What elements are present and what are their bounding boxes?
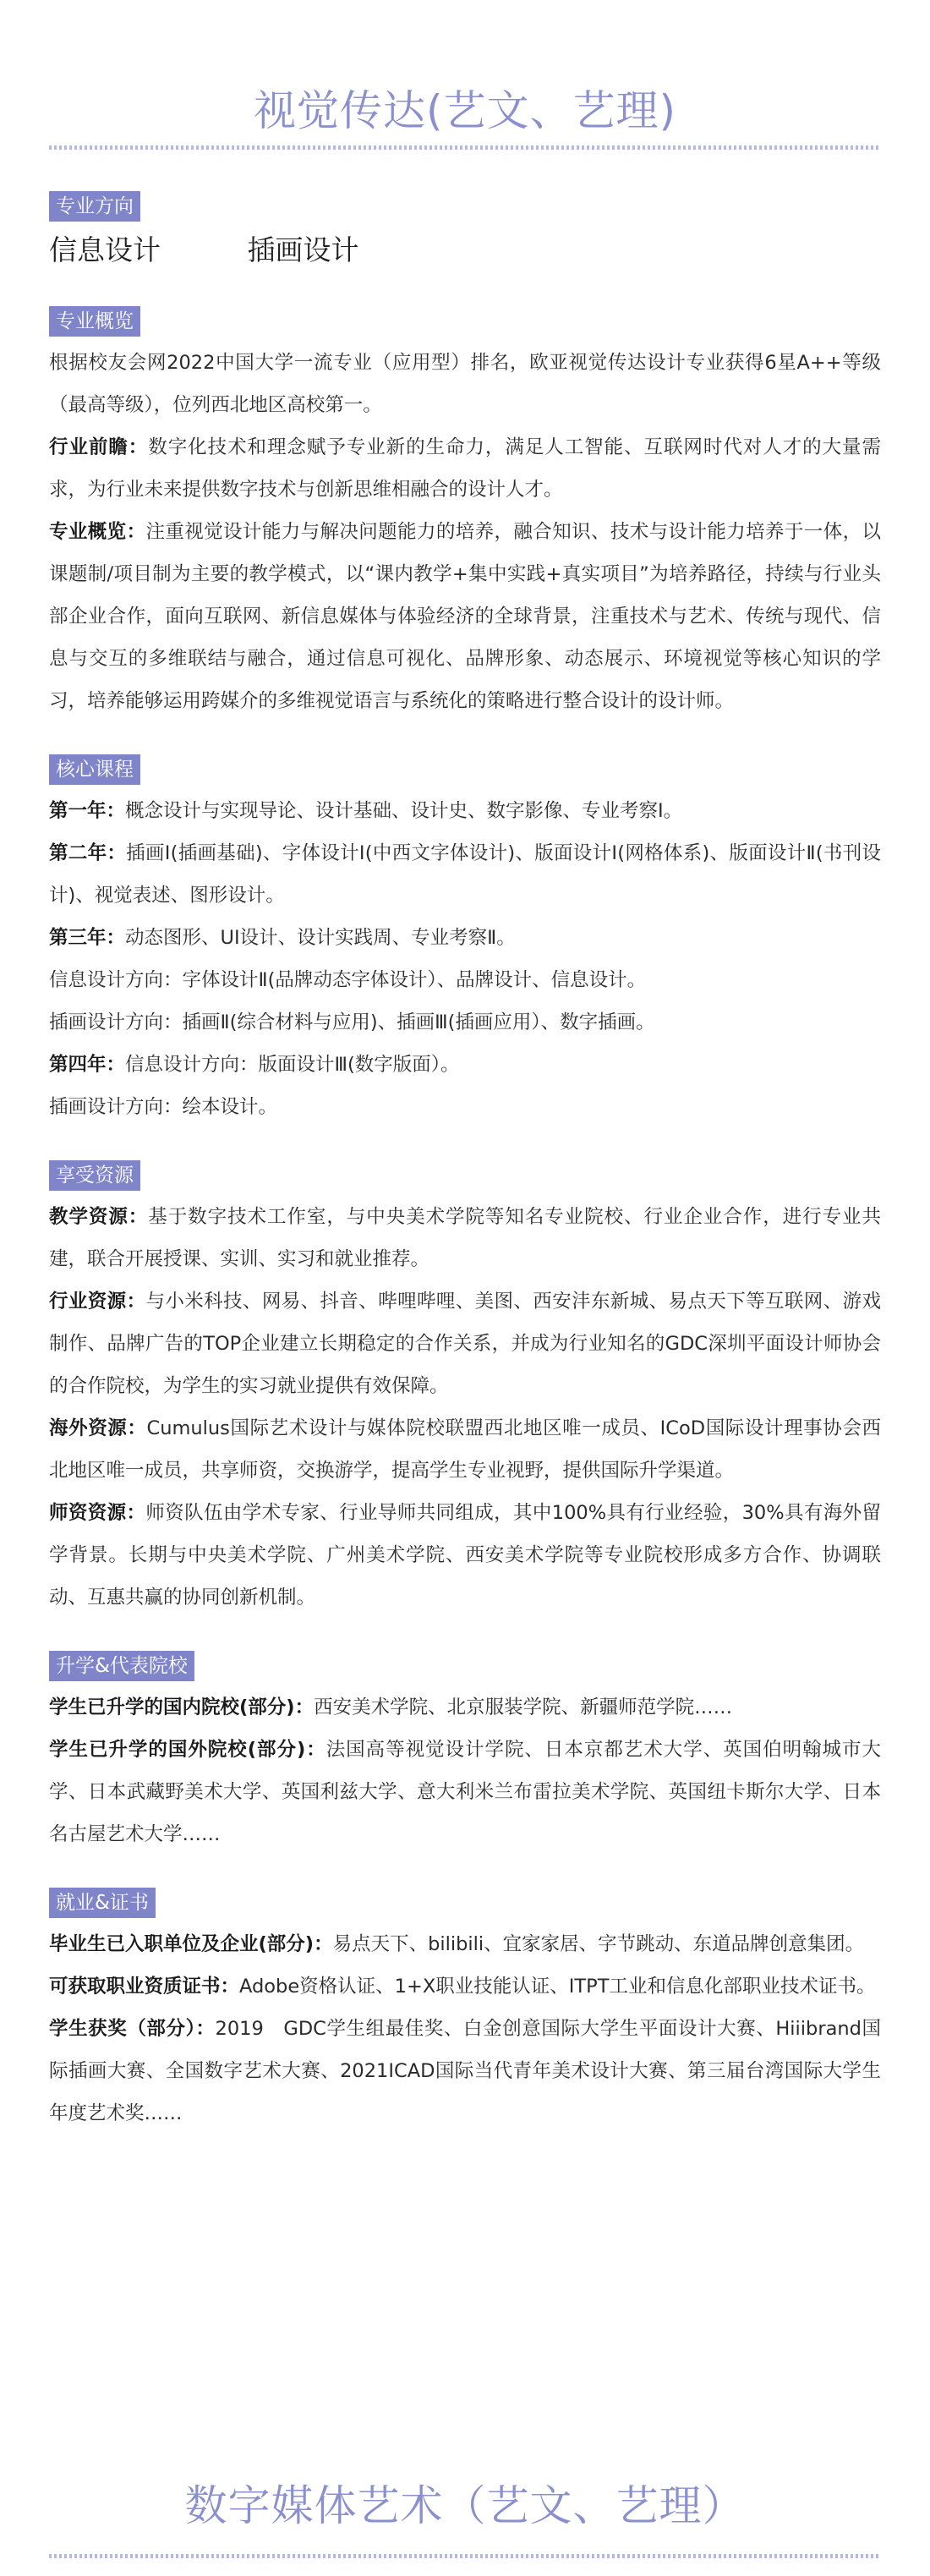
resource-faculty: [49, 1492, 881, 1619]
footer-divider: [49, 2554, 881, 2558]
section-overview: [49, 306, 881, 722]
page-title: 视觉传达(艺文、艺理): [253, 86, 676, 135]
text: 注重视觉设计能力与解决问题能力的培养，融合知识、技术与设计能力培养于一体，以课题制/项目制为主要的教学模式，以“课内教学+集中实践+真实项目”为培养路径，持续与行业头部企业合作，面向互联网、新信息媒体与体验经济的全球背景，注重技术与艺术、传统与现代、信息与交互的多维联结与融合，通过信息可视化、品牌形象、动态展示、环境视觉等核心知识的学习，培养能够运用跨媒介的多维视觉语言与系统化的策略进行整合设计的设计师。: [49, 521, 881, 712]
course-year-3-info: 信息设计方向：字体设计Ⅱ(品牌动态字体设计）、品牌设计、信息设计。: [49, 969, 647, 991]
text: 法国高等视觉设计学院、日本京都艺术大学、英国伯明翰城市大学、日本武藏野美术大学、英国利兹大学、意大利米兰布雷拉美术学院、英国纽卡斯尔大学、日本名古屋艺术大学……: [49, 1739, 881, 1845]
course-year-2: [49, 832, 881, 917]
further-domestic: [49, 1686, 881, 1729]
label: 行业前瞻：: [49, 436, 149, 458]
course-year-1: [49, 790, 881, 832]
next-section-title: 数字媒体艺术（艺文、艺理）: [184, 2481, 746, 2530]
label: 第二年：: [49, 842, 127, 864]
section-badge: 核心课程: [49, 754, 140, 785]
resource-teaching: [49, 1196, 881, 1280]
page-header: [0, 83, 930, 139]
text: 数字化技术和理念赋予专业新的生命力，满足人工智能、互联网时代对人才的大量需求，为行业未来提供数字技术与创新思维相融合的设计人才。: [49, 436, 881, 501]
label: 教学资源：: [49, 1206, 149, 1228]
label: 第三年：: [49, 927, 126, 949]
resource-overseas: [49, 1407, 881, 1492]
text: 西安美术学院、北京服装学院、新疆师范学院……: [314, 1696, 733, 1718]
direction-item: 信息设计: [49, 233, 161, 266]
employment-certificates: [49, 1965, 881, 2008]
label: 学生已升学的国内院校(部分)：: [49, 1696, 315, 1718]
section-direction: [49, 191, 881, 274]
text: 动态图形、UI设计、设计实践周、专业考察Ⅱ。: [125, 927, 516, 949]
text: 师资队伍由学术专家、行业导师共同组成，其中100%具有行业经验，30%具有海外留学背景。长期与中央美术学院、广州美术学院、西安美术学院等专业院校形成多方合作、协调联动、互惠共赢的协同创新机制。: [49, 1502, 881, 1609]
label: 师资资源：: [49, 1502, 146, 1524]
direction-list: [49, 227, 881, 274]
text: Adobe资格认证、1+X职业技能认证、ITPT工业和信息化部职业技术证书。: [239, 1976, 876, 1998]
employment-awards: [49, 2008, 881, 2135]
label: 学生已升学的国外院校(部分)：: [49, 1739, 326, 1761]
next-section-header: [0, 2478, 930, 2534]
label: 行业资源：: [49, 1291, 146, 1313]
text: 易点天下、bilibili、宜家家居、字节跳动、东道品牌创意集团。: [332, 1933, 865, 1955]
section-badge: 专业概览: [49, 306, 140, 337]
label: 第四年：: [49, 1054, 126, 1076]
label: 第一年：: [49, 800, 126, 822]
overview-intro: 根据校友会网2022中国大学一流专业（应用型）排名，欧亚视觉传达设计专业获得6星A++等级（最高等级），位列西北地区高校第一。: [49, 352, 881, 416]
employment-employers: [49, 1923, 881, 1965]
overview-prospect: [49, 426, 881, 511]
main-content: [49, 191, 881, 2167]
course-year-3-illus: 插画设计方向：插画Ⅱ(综合材料与应用)、插画Ⅲ(插画应用）、数字插画。: [49, 1011, 655, 1033]
text: 信息设计方向：版面设计Ⅲ(数字版面）。: [125, 1054, 460, 1076]
text: 与小米科技、网易、抖音、哔哩哔哩、美图、西安沣东新城、易点天下等互联网、游戏制作、品牌广告的TOP企业建立长期稳定的合作关系，并成为行业知名的GDC深圳平面设计师协会的合作院校，为学生的实习就业提供有效保障。: [49, 1291, 881, 1397]
text: 基于数字技术工作室，与中央美术学院等知名专业院校、行业企业合作，进行专业共建，联合开展授课、实训、实习和就业推荐。: [49, 1206, 881, 1270]
section-further-study: [49, 1651, 881, 1855]
header-divider: [49, 145, 881, 150]
text: Cumulus国际艺术设计与媒体院校联盟西北地区唯一成员、ICoD国际设计理事协会西北地区唯一成员，共享师资，交换游学，提高学生专业视野，提供国际升学渠道。: [49, 1417, 881, 1482]
section-badge: 升学&代表院校: [49, 1651, 194, 1681]
text: 插画Ⅰ(插画基础)、字体设计Ⅰ(中西文字体设计)、版面设计Ⅰ(网格体系)、版面设计Ⅱ(书刊设计)、视觉表述、图形设计。: [49, 842, 881, 907]
course-year-4-illus: 插画设计方向：绘本设计。: [49, 1096, 278, 1118]
section-badge: 专业方向: [49, 191, 140, 222]
text: 2019 GDC学生组最佳奖、白金创意国际大学生平面设计大赛、Hiiibrand国际插画大赛、全国数字艺术大赛、2021ICAD国际当代青年美术设计大赛、第三届台湾国际大学生年度艺术奖……: [49, 2018, 881, 2124]
further-abroad: [49, 1729, 881, 1855]
label: 学生获奖（部分）：: [49, 2018, 216, 2040]
section-resources: [49, 1160, 881, 1619]
label: 毕业生已入职单位及企业(部分)：: [49, 1933, 333, 1955]
section-employment: [49, 1888, 881, 2135]
direction-item: 插画设计: [247, 233, 359, 266]
label: 海外资源：: [49, 1417, 147, 1439]
section-badge: 就业&证书: [49, 1888, 156, 1918]
course-year-4: [49, 1044, 881, 1086]
resource-industry: [49, 1280, 881, 1407]
course-year-3: [49, 917, 881, 959]
section-badge: 享受资源: [49, 1160, 140, 1191]
label: 可获取职业资质证书：: [49, 1976, 240, 1998]
label: 专业概览：: [49, 521, 146, 543]
overview-summary: [49, 511, 881, 722]
section-courses: [49, 754, 881, 1128]
text: 概念设计与实现导论、设计基础、设计史、数字影像、专业考察Ⅰ。: [125, 800, 683, 822]
